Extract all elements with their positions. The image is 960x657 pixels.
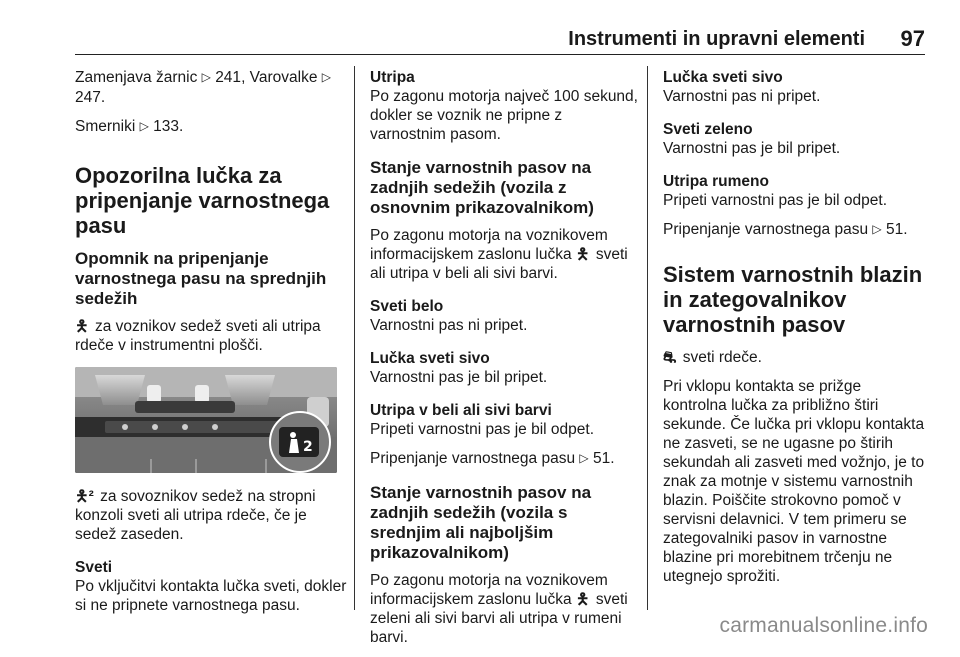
paragraph-passenger-seat: 🯅² za sovoznikov sedež na stropni konzoli sveti ali utripa rdeče, če je sedež zaseden. xyxy=(75,488,316,543)
figure-badge-number: 2 xyxy=(303,439,313,455)
subheading-rear-basic: Stanje varnostnih pasov na zadnjih sedežih (vozila z osnovnim prikazovalnikom) xyxy=(370,158,594,217)
paragraph-utripa: Utripa Po zagonu motorja največ 100 sekund, dokler se voznik ne pripne z varnostnim pasom. xyxy=(370,69,638,143)
column-2 xyxy=(370,68,638,657)
seatbelt-icon: 🯅 xyxy=(75,318,89,335)
state-blinking: Utripa v beli ali sivi barvi Pripeti varnostni pas je bil odpet. xyxy=(370,402,595,438)
ref-arrow-icon: ▷ xyxy=(139,119,149,133)
state-grey: Lučka sveti sivo Varnostni pas je bil pripet. xyxy=(370,350,548,386)
label-utripa: Utripa xyxy=(370,69,415,86)
state-green: Sveti zeleno Varnostni pas je bil pripet. xyxy=(663,121,841,157)
page-header xyxy=(75,26,925,55)
ref-arrow-icon: ▷ xyxy=(321,70,331,84)
ref-arrow-icon: ▷ xyxy=(872,222,882,236)
section-heading-seatbelt-warning: Opozorilna lučka za pripenjanje varnostnega pasu xyxy=(75,163,330,238)
watermark: carmanualsonline.info xyxy=(719,614,928,637)
page-header-title: Instrumenti in upravni elementi xyxy=(568,28,865,50)
paragraph-reference: Pripenjanje varnostnega pasu ▷ 51. xyxy=(370,450,615,467)
overhead-console-image xyxy=(75,367,337,473)
ref-arrow-icon: ▷ xyxy=(579,451,589,465)
passenger-seatbelt-icon: 🯅² xyxy=(75,488,94,505)
label-sveti: Sveti xyxy=(75,559,113,576)
paragraph-rear-basic: Po zagonu motorja na voznikovem informacijskem zaslonu lučka 🯅 sveti ali utripa v beli ali sivi barvi. xyxy=(370,227,628,282)
page-number: 97 xyxy=(900,26,925,51)
paragraph-smerniki: Smerniki ▷ 133. xyxy=(75,118,184,135)
seatbelt-icon: 🯅 xyxy=(575,591,590,608)
column-divider-2 xyxy=(647,66,648,610)
state-yellow: Utripa rumeno Pripeti varnostni pas je bil odpet. xyxy=(663,173,888,209)
paragraph-sveti: Sveti Po vključitvi kontakta lučka sveti, dokler si ne pripnete varnostnega pasu. xyxy=(75,559,347,614)
paragraph-rear-advanced: Po zagonu motorja na voznikovem informacijskem zaslonu lučka 🯅 sveti zeleni ali sivi barvi ali utripa v rumeni barvi. xyxy=(370,572,628,646)
state-white: Sveti belo Varnostni pas ni pripet. xyxy=(370,298,528,334)
paragraph-references: Zamenjava žarnic ▷ 241, Varovalke ▷ 247. xyxy=(75,69,331,106)
subheading-front-seats: Opomnik na pripenjanje varnostnega pasu na sprednjih sedežih xyxy=(75,249,327,308)
column-1 xyxy=(75,68,347,625)
ref-arrow-icon: ▷ xyxy=(201,70,211,84)
seatbelt-icon: 🯅 xyxy=(575,246,590,263)
airbag-icon: ⛐ xyxy=(663,349,677,366)
column-divider-1 xyxy=(354,66,355,610)
paragraph-reference-col3: Pripenjanje varnostnega pasu ▷ 51. xyxy=(663,221,908,238)
paragraph-driver-seat: 🯅 za voznikov sedež sveti ali utripa rdeče v instrumentni plošči. xyxy=(75,318,321,354)
subheading-rear-advanced: Stanje varnostnih pasov na zadnjih sedežih (vozila s srednjim ali najboljšim prikazovalnikom) xyxy=(370,483,592,562)
paragraph-airbag-description: Pri vklopu kontakta se prižge kontrolna lučka za približno štiri sekunde. Če lučka pri vklopu kontakta ne zasveti, se ne ugasne po štirih sekundah ali zasveti med vožnjo, je to znak za motnje v sistemu varnostnih blazin. Poiščite strokovno pomoč v servisni delavnici. V tem primeru se zategovalniki pasov in varnostne blazine pri morebitnem trčenju ne utegnejo sprožiti. xyxy=(663,378,925,585)
state-grey-col3: Lučka sveti sivo Varnostni pas ni pripet. xyxy=(663,69,821,105)
column-3 xyxy=(663,68,927,596)
paragraph-airbag-red: ⛐ sveti rdeče. xyxy=(663,349,762,366)
section-heading-airbag: Sistem varnostnih blazin in zategovalnikov varnostnih pasov xyxy=(663,262,923,337)
